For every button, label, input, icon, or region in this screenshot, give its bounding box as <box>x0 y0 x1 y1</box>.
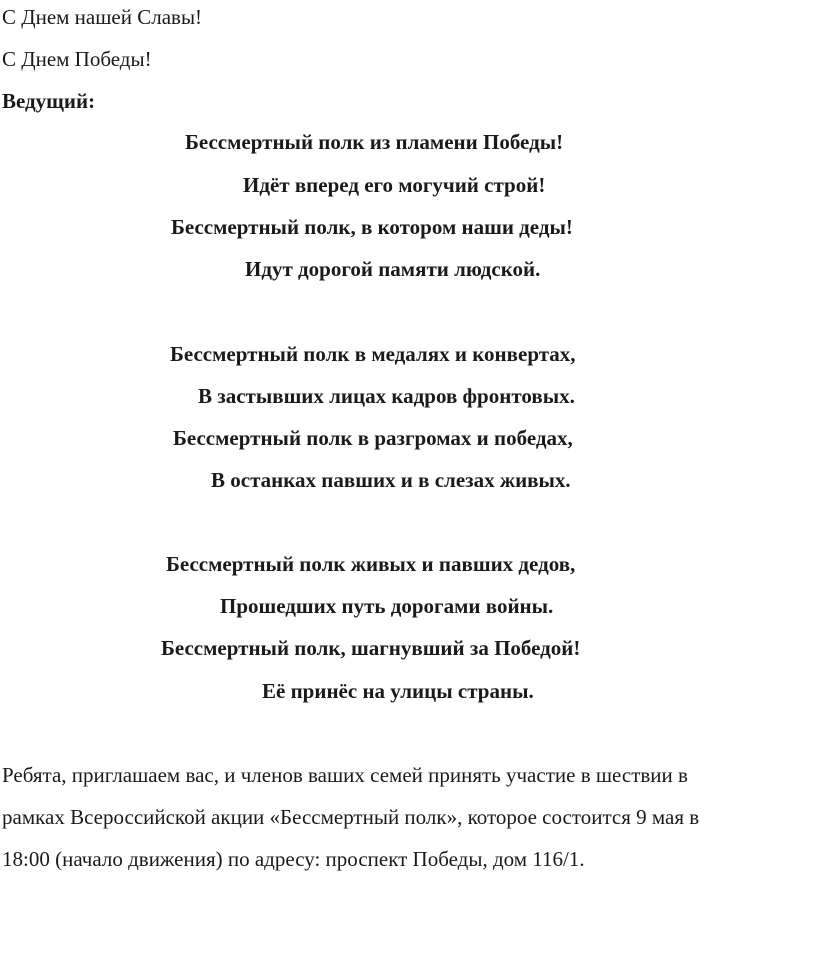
poem-line: Бессмертный полк в медалях и конвертах, <box>170 342 576 366</box>
poem-line: Бессмертный полк, в котором наши деды! <box>171 215 573 239</box>
poem-line: Бессмертный полк в разгромах и победах, <box>173 426 573 450</box>
poem-line: Идёт вперед его могучий строй! <box>243 173 546 197</box>
poem-line: В застывших лицах кадров фронтовых. <box>198 384 575 408</box>
poem-line: Бессмертный полк, шагнувший за Победой! <box>161 636 581 660</box>
poem-line: Прошедших путь дорогами войны. <box>220 594 554 618</box>
invitation-line-1: Ребята, приглашаем вас, и членов ваших семей принять участие в шествии в <box>2 763 688 787</box>
poem-line: Бессмертный полк живых и павших дедов, <box>166 552 576 576</box>
greeting-line-2: С Днем Победы! <box>2 47 152 71</box>
poem-line: Её принёс на улицы страны. <box>262 679 534 703</box>
poem-line: В останках павших и в слезах живых. <box>211 468 571 492</box>
host-label: Ведущий: <box>2 89 96 113</box>
invitation-line-3: 18:00 (начало движения) по адресу: проспект Победы, дом 116/1. <box>2 847 585 871</box>
invitation-line-2: рамках Всероссийской акции «Бессмертный полк», которое состоится 9 мая в <box>2 805 700 829</box>
greeting-line-1: С Днем нашей Славы! <box>2 5 203 29</box>
poem-line: Бессмертный полк из пламени Победы! <box>185 130 564 154</box>
poem-line: Идут дорогой памяти людской. <box>245 257 541 281</box>
